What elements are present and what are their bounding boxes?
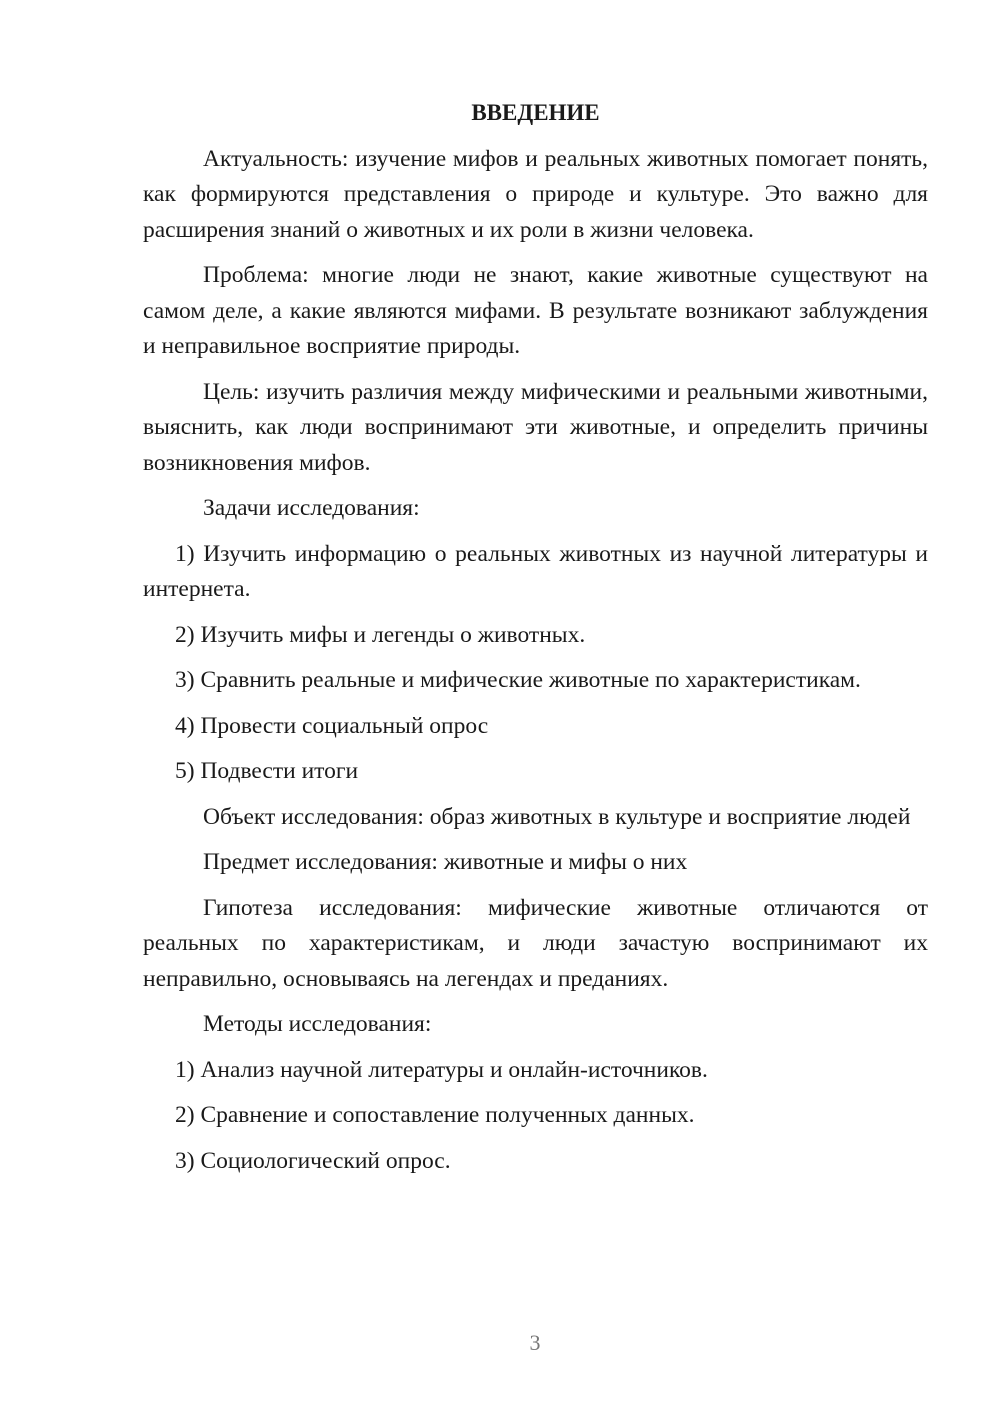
- problem-paragraph: Проблема: многие люди не знают, какие животные существуют на самом деле, а какие являются мифами. В результате возникают заблуждения и неправильное восприятие природы.: [143, 262, 928, 359]
- object-paragraph: Объект исследования: образ животных в культуре и восприятие людей: [203, 803, 911, 830]
- relevance-paragraph: Актуальность: изучение мифов и реальных животных помогает понять, как формируются представления о природе и культуре. Это важно для расширения знаний о животных и их роли в жизни человека.: [143, 145, 928, 243]
- hypothesis-paragraph: Гипотеза исследования: мифические животные отличаются от реальных по характеристикам, и люди зачастую воспринимают их неправильно, основываясь на легендах и преданиях.: [143, 894, 928, 992]
- task-item: 3) Сравнить реальные и мифические животные по характеристикам.: [175, 667, 861, 693]
- method-item: 1) Анализ научной литературы и онлайн-источников.: [175, 1056, 708, 1083]
- method-item: 2) Сравнение и сопоставление полученных данных.: [175, 1102, 695, 1128]
- page-number: 3: [529, 1330, 541, 1355]
- goal-paragraph: Цель: изучить различия между мифическими и реальными животными, выяснить, как люди воспринимают эти животные, и определить причины возникновения мифов.: [143, 378, 928, 476]
- tasks-title: Задачи исследования:: [203, 495, 420, 521]
- task-item: 1) Изучить информацию о реальных животных из научной литературы и интернета.: [143, 540, 928, 602]
- subject-paragraph: Предмет исследования: животные и мифы о них: [203, 849, 688, 875]
- methods-title: Методы исследования:: [203, 1011, 432, 1037]
- method-item: 3) Социологический опрос.: [175, 1147, 451, 1174]
- task-item: 2) Изучить мифы и легенды о животных.: [175, 621, 586, 648]
- section-heading: ВВЕДЕНИЕ: [471, 100, 600, 125]
- page-content: [143, 95, 928, 1189]
- task-item: 5) Подвести итоги: [175, 758, 359, 784]
- task-item: 4) Провести социальный опрос: [175, 712, 489, 739]
